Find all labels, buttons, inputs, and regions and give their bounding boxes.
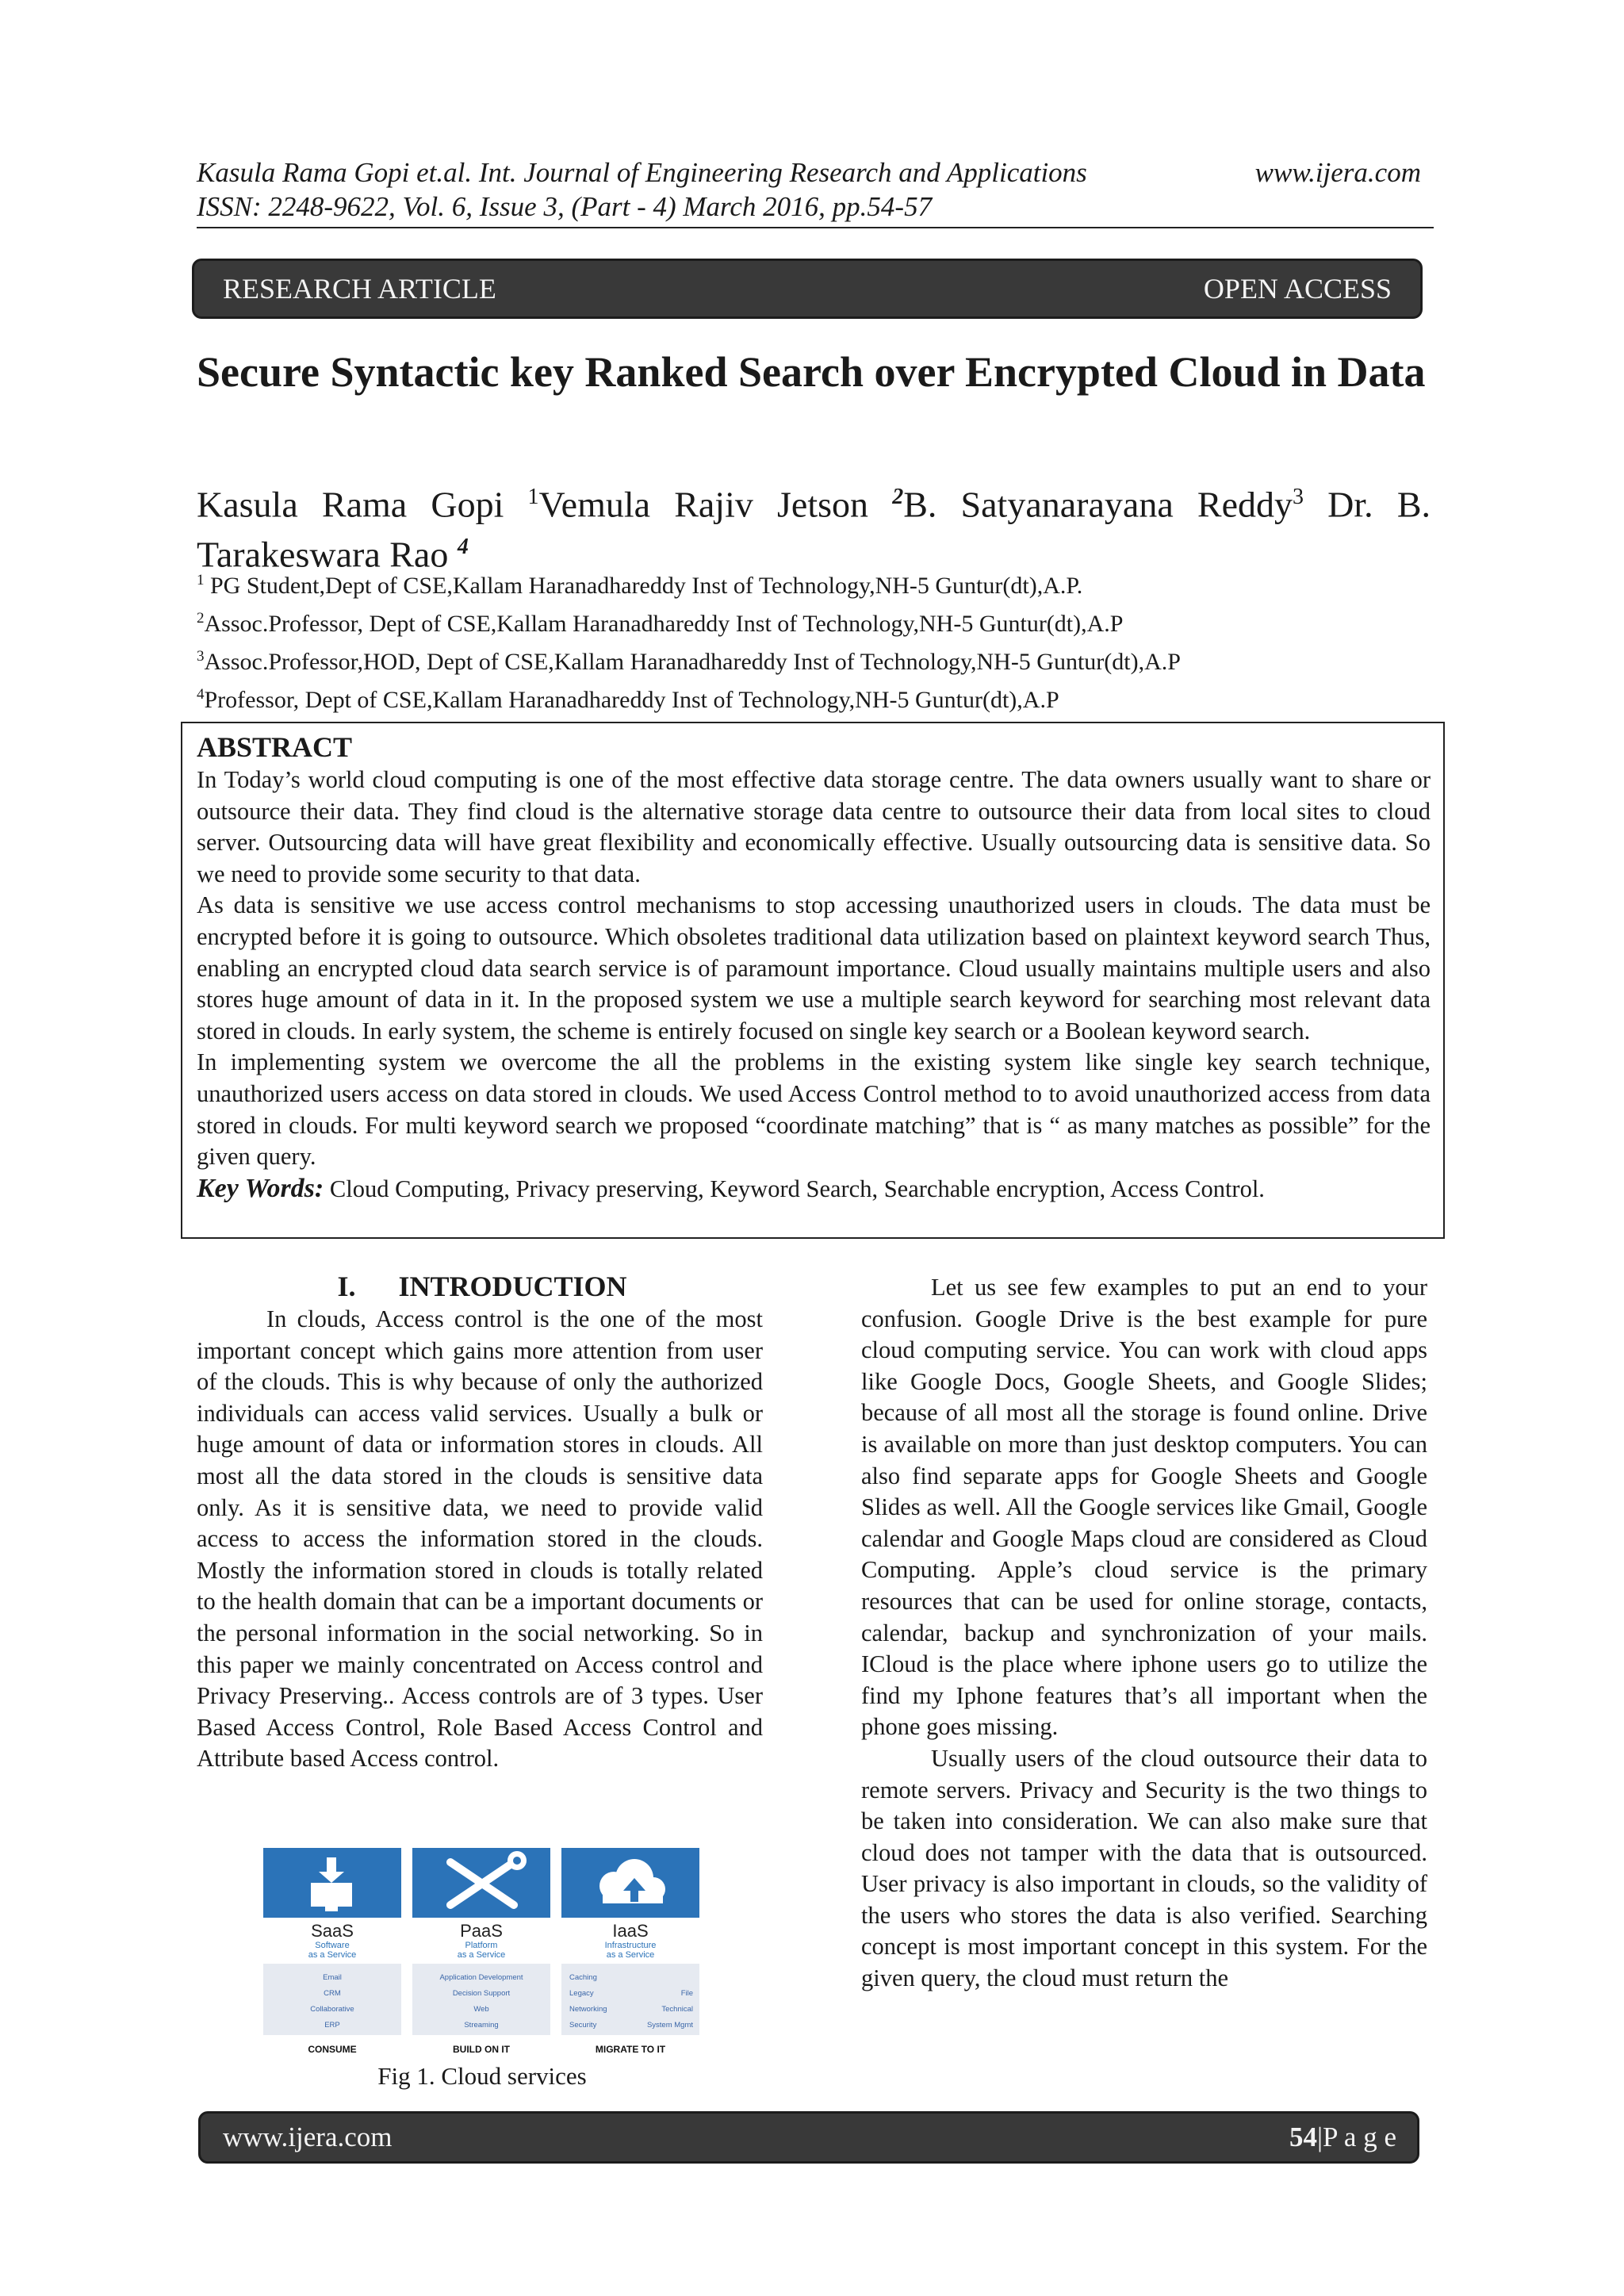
iaas-item-caching: Caching xyxy=(569,1973,597,1982)
paper-title: Secure Syntactic key Ranked Search over Encrypted Cloud in Data xyxy=(197,348,1426,396)
cloud-services-graphic xyxy=(262,1848,703,2059)
paas-card xyxy=(412,1848,550,2055)
saas-abbr: SaaS xyxy=(311,1921,354,1941)
intro-paragraph-3: Usually users of the cloud outsource their data to remote servers. Privacy and Security is the two things to be taken into consideration. We can also make sure that cloud does not tamper with the data that is outsourced. User privacy is also important in clouds, so the validity of the users who stores the data is also verified. Searching concept is most important concept in this system. For the given query, the cloud must return the xyxy=(861,1744,1427,1992)
iaas-abbr: IaaS xyxy=(612,1921,649,1941)
page-number xyxy=(1289,2122,1396,2153)
saas-card xyxy=(263,1848,401,2055)
affiliation-1-mark: 1 xyxy=(197,572,205,588)
iaas-item-networking: Networking xyxy=(569,2005,607,2014)
author-1: Kasula Rama Gopi xyxy=(197,484,528,525)
research-article-label: RESEARCH ARTICLE xyxy=(223,273,496,305)
saas-footer: CONSUME xyxy=(308,2044,357,2055)
affiliation-1-text: PG Student,Dept of CSE,Kallam Haranadhareddy Inst of Technology,NH-5 Guntur(dt),A.P. xyxy=(204,573,1083,599)
abstract-heading: ABSTRACT xyxy=(197,731,353,763)
saas-item-crm: CRM xyxy=(324,1989,341,1998)
paas-sub1: Platform xyxy=(465,1941,498,1950)
intro-paragraph-2: Let us see few examples to put an end to your confusion. Google Drive is the best example for pure cloud computing service. You can work with cloud apps like Google Docs, Google Sheets, and Google Slides; because of all most all the storage is found online. Drive is available on more than just desktop computers. You can also find separate apps for Google Sheets and Google Slides as well. All the Google services like Gmail, Google calendar and Google Maps cloud are considered as Cloud Computing. Apple’s cloud service is the primary resources that can be used for online storage, contacts, calendar, backup and synchronization of your mails. ICloud is the place where iphone users go to utilize the find my Iphone features that’s all important when the phone goes missing. xyxy=(861,1274,1427,1741)
paas-item-decision: Decision Support xyxy=(452,1989,511,1998)
paas-item-streaming: Streaming xyxy=(464,2021,499,2030)
figure-caption: Fig 1. Cloud services xyxy=(377,2062,587,2090)
affiliation-3-text: Assoc.Professor,HOD, Dept of CSE,Kallam Haranadhareddy Inst of Technology,NH-5 Guntur(dt),A.P xyxy=(204,649,1181,675)
author-2-mark: 2 xyxy=(892,485,904,509)
keywords-line xyxy=(197,1173,1431,1205)
footer-url[interactable]: www.ijera.com xyxy=(223,2122,393,2152)
saas-sub2: as a Service xyxy=(308,1950,357,1960)
paas-sub2: as a Service xyxy=(457,1950,506,1960)
intro-paragraph-1: In clouds, Access control is the one of the most important concept which gains more attention from user of the clouds. This is why because of only the authorized individuals can access valid services. Usually a bulk or huge amount of data or information stores in clouds. All most all the data stored in the clouds is sensitive data only. As it is sensitive data, we need to provide valid access to access the information stored in the clouds. Mostly the information stored in clouds is totally related to the health domain that can be a important documents or the personal information in the social networking. So in this paper we mainly concentrated on Access control and Privacy Preserving.. Access controls are of 3 types. User Based Access Control, Role Based Access Control and Attribute based Access control. xyxy=(197,1305,763,1773)
header-rule xyxy=(197,227,1434,228)
affiliation-2 xyxy=(197,602,1434,640)
running-header-issn: ISSN: 2248-9622, Vol. 6, Issue 3, (Part - 4) March 2016, pp.54-57 xyxy=(197,191,933,222)
affiliation-3 xyxy=(197,640,1434,678)
paas-abbr: PaaS xyxy=(460,1921,503,1941)
author-list xyxy=(197,476,1431,577)
article-banner xyxy=(192,259,1423,319)
page-footer xyxy=(198,2111,1419,2164)
iaas-sub2: as a Service xyxy=(606,1950,655,1960)
author-2: Vemula Rajiv Jetson xyxy=(538,484,893,525)
saas-sub1: Software xyxy=(315,1941,350,1950)
abstract-paragraph-2: As data is sensitive we use access control mechanisms to stop accessing unauthorized users in clouds. The data must be encrypted before it is going to outsource. Which obsoletes traditional data utilization based on plaintext keyword search Thus, enabling an encrypted cloud data search service is of paramount importance. Cloud usually maintains multiple users and also stores huge amount of data in it. In the proposed system we use a multiple search keyword for searching most relevant data stored in clouds. In early system, the scheme is entirely focused on single key search or a Boolean keyword search. xyxy=(197,891,1431,1045)
abstract-paragraph-1: In Today’s world cloud computing is one of the most effective data storage centre. The data owners usually want to share or outsource their data. They find cloud is the alternative storage data centre to outsource their data from local sites to cloud server. Outsourcing data will have great flexibility and economically effective. Usually outsourcing data is sensitive data. So we need to provide some security to that data. xyxy=(197,766,1431,887)
paas-item-web: Web xyxy=(473,2005,489,2014)
left-column-text xyxy=(197,1304,763,1775)
keywords-text: Cloud Computing, Privacy preserving, Keyword Search, Searchable encryption, Access Control. xyxy=(324,1175,1265,1202)
page-number-value: 54 xyxy=(1289,2122,1317,2152)
page-label: |P a g e xyxy=(1317,2122,1396,2152)
affiliation-2-mark: 2 xyxy=(197,610,205,627)
abstract-paragraph-3: In implementing system we overcome the all the problems in the existing system like single key search technique, unauthorized users access on data stored in clouds. We used Access Control method to to avoid unauthorized access from data stored in clouds. For multi keyword search we proposed “coordinate matching” that is “ as many matches as possible” for the given query. xyxy=(197,1048,1431,1171)
abstract-box xyxy=(181,722,1445,1239)
running-header-journal: Kasula Rama Gopi et.al. Int. Journal of Engineering Research and Applications xyxy=(197,157,1087,188)
affiliation-3-mark: 3 xyxy=(197,648,205,665)
author-3-mark: 3 xyxy=(1293,485,1304,509)
iaas-item-legacy: Legacy xyxy=(569,1989,594,1998)
cloud-services-figure xyxy=(262,1848,703,2059)
iaas-item-security: Security xyxy=(569,2021,597,2030)
affiliation-list xyxy=(197,564,1434,716)
iaas-item-technical: Technical xyxy=(661,2005,693,2014)
iaas-footer: MIGRATE TO IT xyxy=(595,2044,666,2055)
paas-item-appdev: Application Development xyxy=(439,1973,523,1982)
iaas-sub1: Infrastructure xyxy=(604,1941,657,1950)
affiliation-2-text: Assoc.Professor, Dept of CSE,Kallam Haranadhareddy Inst of Technology,NH-5 Guntur(dt),A.P xyxy=(204,611,1124,637)
author-3: B. Satyanarayana Reddy xyxy=(903,484,1293,525)
iaas-card xyxy=(561,1848,699,2055)
paas-footer: BUILD ON IT xyxy=(453,2044,510,2055)
affiliation-4 xyxy=(197,678,1434,716)
section-heading-introduction: I. INTRODUCTION xyxy=(337,1271,627,1302)
running-header-url[interactable]: www.ijera.com xyxy=(1254,157,1421,188)
author-4-mark: 4 xyxy=(457,535,469,560)
author-1-mark: 1 xyxy=(527,485,539,509)
saas-item-erp: ERP xyxy=(324,2021,340,2030)
iaas-item-sysmgmt: System Mgmt xyxy=(646,2021,693,2030)
author-4: Dr. B. Tarakeswara Rao xyxy=(197,484,1431,575)
saas-item-collaborative: Collaborative xyxy=(310,2005,354,2014)
affiliation-4-text: Professor, Dept of CSE,Kallam Haranadhareddy Inst of Technology,NH-5 Guntur(dt),A.P xyxy=(204,687,1059,713)
affiliation-1 xyxy=(197,564,1434,602)
iaas-item-file: File xyxy=(680,1989,693,1998)
right-column-text xyxy=(861,1272,1427,1995)
keywords-label: Key Words: xyxy=(197,1173,324,1203)
affiliation-4-mark: 4 xyxy=(197,686,205,703)
open-access-label: OPEN ACCESS xyxy=(1203,273,1392,305)
saas-item-email: Email xyxy=(323,1973,342,1982)
